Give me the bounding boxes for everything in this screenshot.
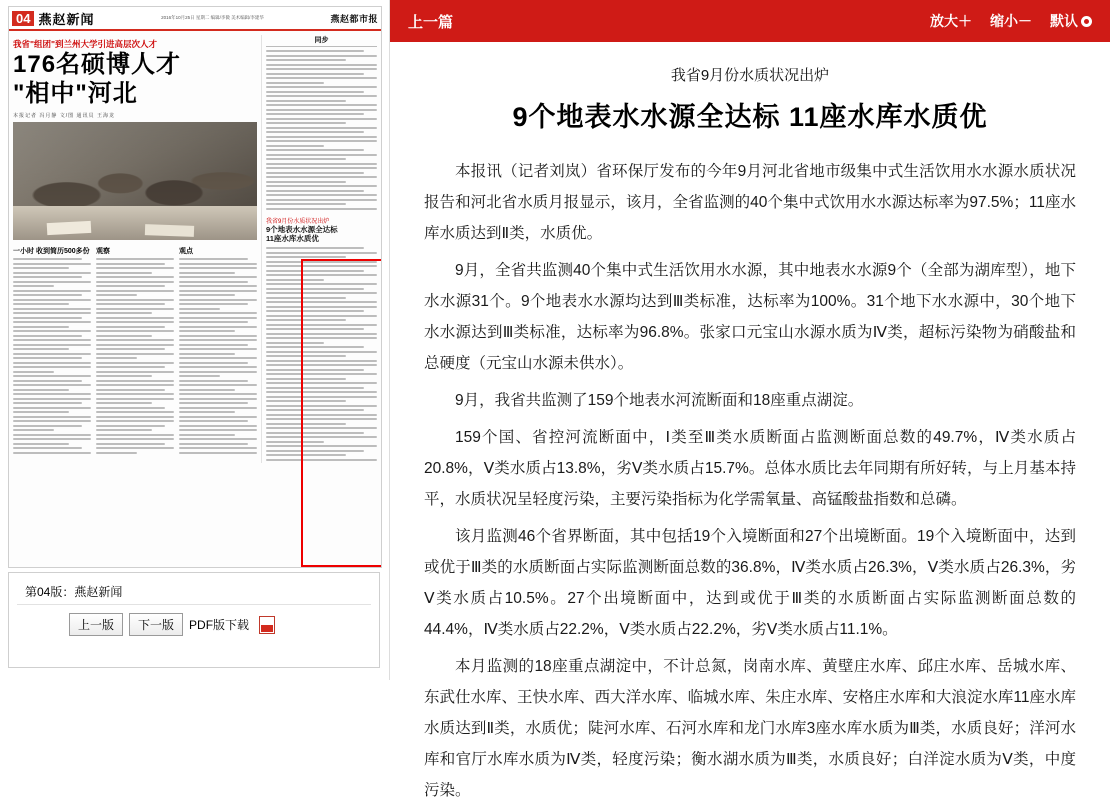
masthead-page-number: 04 bbox=[12, 11, 34, 26]
article-paragraph: 159个国、省控河流断面中，Ⅰ类至Ⅲ类水质断面占监测断面总数的49.7%，Ⅳ类水质占20.8%，Ⅴ类水质占13.8%，劣Ⅴ类水质占15.7%。总体水质比去年同期有所好转，与上月基本持平，水质状况呈轻度污染，主要污染指标为化学需氧量、高锰酸盐指数和总磷。 bbox=[424, 429, 1076, 508]
newspaper-masthead bbox=[9, 7, 381, 31]
current-page-label: 第04版：燕赵新闻 bbox=[17, 573, 371, 605]
article-pane bbox=[390, 0, 1110, 799]
article-subtitle: 我省9月份水质状况出炉 bbox=[670, 67, 830, 84]
article-toolbar bbox=[390, 0, 1110, 42]
zoom-controls bbox=[930, 11, 1092, 31]
masthead-section-name: 燕赵新闻 bbox=[38, 11, 95, 27]
article-paragraph: 本月监测的18座重点湖淀中，不计总氮，岗南水库、黄壁庄水库、邱庄水库、岳城水库、东武仕水库、王快水库、西大洋水库、临城水库、朱庄水库、安格庄水库和大浪淀水库11座水库水质达到Ⅱ类，水质优；陡河水库、石河水库和龙门水库3座水库水质为Ⅲ类，水质良好；洋河水库和官厅水库水质为Ⅳ类，轻度污染；衡水湖水质为Ⅲ类，水质良好；白洋淀水质为Ⅴ类，中度污染。 bbox=[424, 658, 1076, 799]
zoom-out-button[interactable]: 缩小－ bbox=[990, 13, 1032, 29]
newspaper-side-subhead: 同步 bbox=[266, 35, 377, 47]
page-navigation-bar bbox=[8, 572, 380, 668]
newspaper-headline-line1: 176名硕博人才 bbox=[13, 51, 182, 78]
newspaper-headline-line2: "相中"河北 bbox=[13, 80, 138, 108]
pdf-file-icon[interactable] bbox=[259, 616, 275, 634]
prev-article-link[interactable]: 上一篇 bbox=[408, 13, 454, 31]
newspaper-body-column-3 bbox=[179, 244, 257, 457]
newspaper-page-image[interactable] bbox=[8, 6, 382, 568]
highlight-kicker: 我省9月份水质状况出炉 bbox=[265, 218, 330, 225]
default-zoom-label: 默认 bbox=[1050, 13, 1078, 29]
article-paragraph: 该月监测46个省界断面，其中包括19个入境断面和27个出境断面。19个入境断面中，达到或优于Ⅲ类的水质断面占实际监测断面总数的36.8%，Ⅳ类水质占26.3%，Ⅴ类水质占26.3%，劣Ⅴ类水质占10.5%。27个出境断面中，达到或优于Ⅲ类的水质断面占实际监测断面总数的44.4%，Ⅳ类水质占22.2%，Ⅴ类水质占22.2%，劣Ⅴ类水质占11.1%。 bbox=[424, 528, 1076, 638]
newspaper-body-column-2 bbox=[96, 244, 174, 457]
radio-dot-icon bbox=[1081, 16, 1092, 27]
next-page-button[interactable]: 下一版 bbox=[129, 613, 183, 636]
article-body bbox=[390, 42, 1110, 806]
pdf-download-label[interactable]: PDF版下载 bbox=[189, 618, 250, 632]
highlight-title-line1: 9个地表水水源全达标 bbox=[265, 224, 338, 234]
newspaper-subhead-1: 一小时 收到简历500多份 bbox=[13, 247, 90, 255]
masthead-logo: 燕赵都市报 bbox=[330, 13, 378, 24]
newspaper-body-columns bbox=[13, 244, 257, 457]
newspaper-preview-pane bbox=[0, 0, 390, 680]
article-paragraph: 本报讯（记者刘岚）省环保厅发布的今年9月河北省地市级集中式生活饮用水水源水质状况报告和河北省水质月报显示，该月，全省监测的40个集中式饮用水水源达标率为97.5%；11座水库水质达到Ⅱ类，水质优。 bbox=[424, 163, 1076, 242]
article-title: 9个地表水水源全达标 11座水库水质优 bbox=[512, 102, 988, 132]
newspaper-subhead-3: 观点 bbox=[178, 247, 193, 255]
article-paragraph: 9月，全省共监测40个集中式生活饮用水水源，其中地表水水源9个（全部为湖库型），地下水水源31个。9个地表水水源均达到Ⅲ类标准，达标率为100%。31个地下水水源中，30个地下水水源达到Ⅲ类标准，达标率为96.8%。张家口元宝山水源水质为Ⅳ类，超标污染物为硝酸盐和总硬度（元宝山水源未供水）。 bbox=[424, 262, 1076, 372]
newspaper-byline: 本报记者 冯月静 文/图 通讯员 王海龙 bbox=[13, 112, 115, 119]
article-paragraph: 9月，我省共监测了159个地表水河流断面和18座重点湖淀。 bbox=[455, 392, 864, 409]
prev-page-button[interactable]: 上一版 bbox=[69, 613, 123, 636]
newspaper-side-column bbox=[261, 35, 377, 463]
newspaper-kicker: 我省"组团"到兰州大学引进高层次人才 bbox=[13, 39, 158, 49]
newspaper-main-column bbox=[13, 35, 257, 463]
highlight-title-line2: 11座水库水质优 bbox=[265, 233, 319, 243]
default-zoom-button[interactable] bbox=[1050, 11, 1092, 31]
newspaper-body-column-1 bbox=[13, 244, 91, 457]
newspaper-photo bbox=[13, 122, 257, 240]
newspaper-subhead-2: 观察 bbox=[95, 247, 110, 255]
masthead-dateline: 2016年10月25日 星期二 编辑/李微 美术编辑/李建华 bbox=[161, 15, 264, 20]
zoom-in-button[interactable]: 放大＋ bbox=[930, 13, 972, 29]
newspaper-columns bbox=[9, 31, 381, 463]
